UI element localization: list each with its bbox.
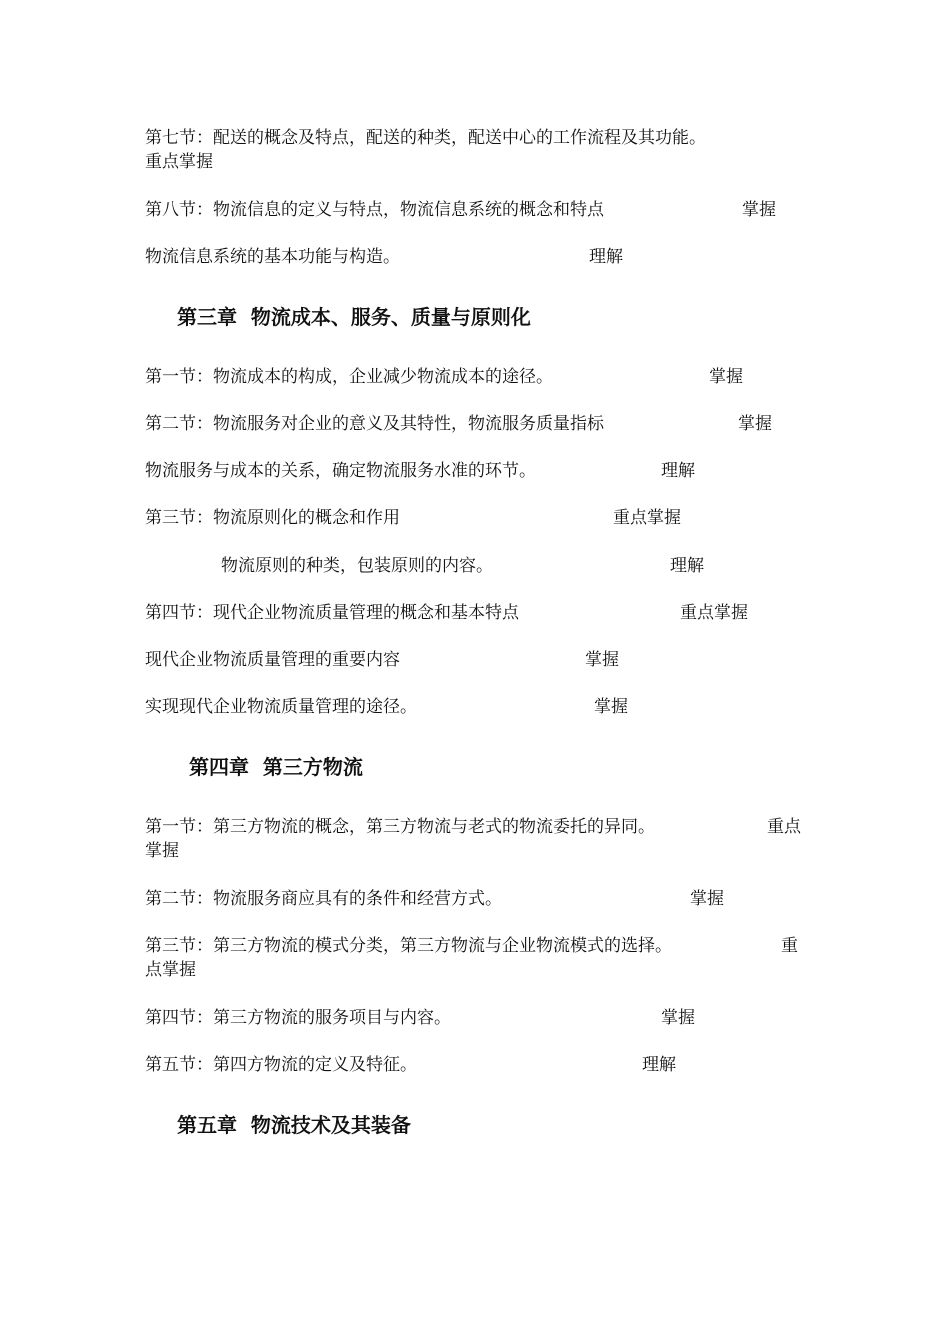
text-line: 理解 — [661, 461, 695, 481]
text-line: 掌握 — [585, 650, 619, 670]
text-line: 理解 — [589, 247, 623, 267]
text-line: 掌握 — [661, 1008, 695, 1028]
text-line: 掌握 — [738, 414, 772, 434]
text-line: 第三节：物流原则化的概念和作用 — [145, 508, 400, 528]
text-line: 重 — [781, 936, 798, 956]
text-line: 第五节：第四方物流的定义及特征。 — [145, 1055, 417, 1075]
text-line: 第三节：第三方物流的模式分类，第三方物流与企业物流模式的选择。 — [145, 936, 672, 956]
text-line: 重点掌握 — [145, 152, 213, 172]
text-line: 掌握 — [594, 697, 628, 717]
text-line: 重点 — [767, 817, 801, 837]
text-line: 理解 — [642, 1055, 676, 1075]
text-line: 现代企业物流质量管理的重要内容 — [145, 650, 400, 670]
chapter-heading: 第四章 第三方物流 — [189, 755, 363, 779]
text-line: 掌握 — [145, 841, 179, 861]
text-line: 掌握 — [690, 889, 724, 909]
text-line: 物流服务与成本的关系，确定物流服务水准的环节。 — [145, 461, 536, 481]
text-line: 第一节：第三方物流的概念，第三方物流与老式的物流委托的异同。 — [145, 817, 655, 837]
chapter-heading: 第五章 物流技术及其装备 — [177, 1113, 411, 1137]
text-line: 第二节：物流服务商应具有的条件和经营方式。 — [145, 889, 502, 909]
text-line: 掌握 — [742, 200, 776, 220]
text-line: 第二节：物流服务对企业的意义及其特性，物流服务质量指标 — [145, 414, 604, 434]
text-line: 实现现代企业物流质量管理的途径。 — [145, 697, 417, 717]
text-line: 第四节：第三方物流的服务项目与内容。 — [145, 1008, 451, 1028]
text-line: 理解 — [670, 556, 704, 576]
text-line: 点掌握 — [145, 960, 196, 980]
text-line: 第一节：物流成本的构成，企业减少物流成本的途径。 — [145, 367, 553, 387]
text-line: 掌握 — [709, 367, 743, 387]
text-line: 第八节：物流信息的定义与特点，物流信息系统的概念和特点 — [145, 200, 604, 220]
text-line: 重点掌握 — [613, 508, 681, 528]
text-line: 重点掌握 — [680, 603, 748, 623]
text-line: 物流信息系统的基本功能与构造。 — [145, 247, 400, 267]
text-line: 物流原则的种类，包装原则的内容。 — [221, 556, 493, 576]
text-line: 第七节：配送的概念及特点，配送的种类，配送中心的工作流程及其功能。 — [145, 128, 706, 148]
text-line: 第四节：现代企业物流质量管理的概念和基本特点 — [145, 603, 519, 623]
chapter-heading: 第三章 物流成本、服务、质量与原则化 — [177, 305, 531, 329]
